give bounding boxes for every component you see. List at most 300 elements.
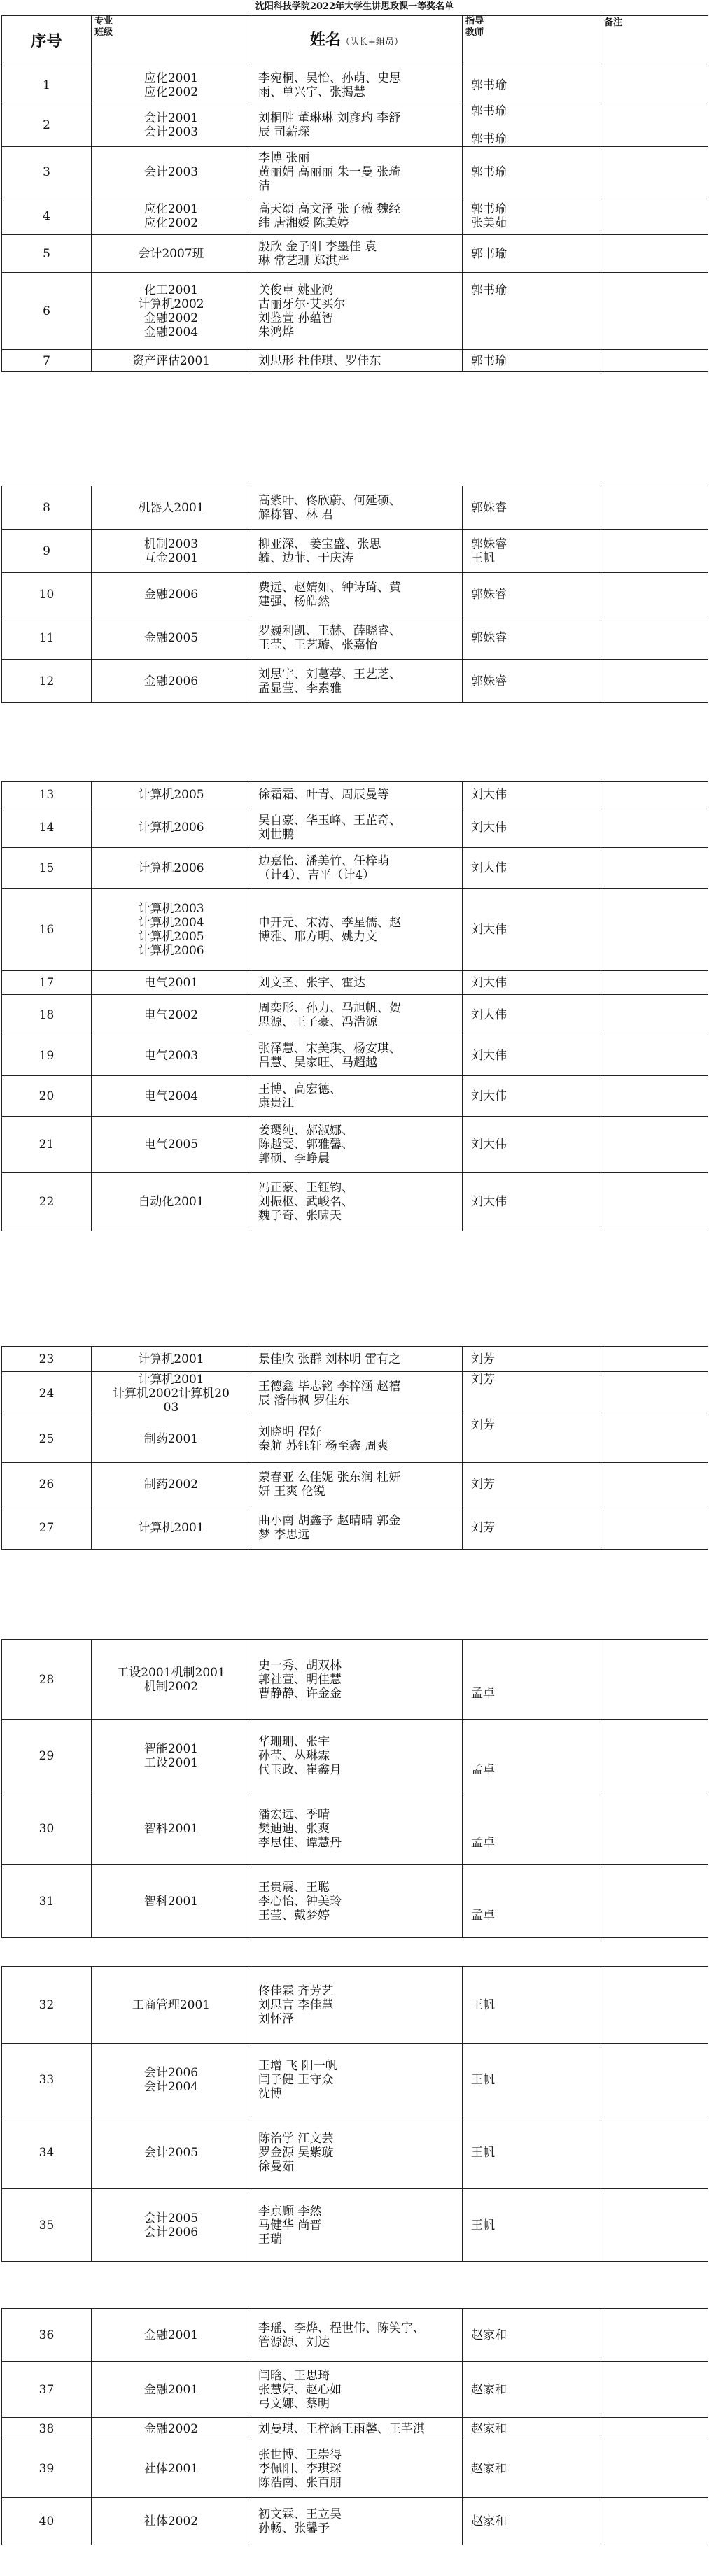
major-class [92, 2189, 251, 2262]
major-class [92, 235, 251, 273]
major-class-line: 电气2003 [143, 1048, 199, 1063]
team-names-line: 张世博、王崇得 [258, 2447, 342, 2462]
advisor-line: 刘大伟 [471, 1194, 507, 1209]
team-names-line: 王博、高宏德、 [258, 1082, 342, 1096]
row-number: 33 [2, 2044, 92, 2116]
major-class [92, 2440, 251, 2498]
header-table [1, 15, 708, 66]
advisor [463, 1076, 601, 1117]
major-class-line: 智能2001 [143, 1741, 199, 1756]
team-names [251, 104, 463, 147]
note-cell [601, 1640, 708, 1720]
header-teacher-line: 指导 [465, 16, 484, 27]
team-names-line: 张泽慧、宋美琪、杨安琪、 [258, 1041, 401, 1056]
major-class [92, 660, 251, 703]
row-number: 20 [2, 1076, 92, 1117]
major-class-line: 计算机2001 [138, 1520, 204, 1535]
advisor-line: 刘大伟 [471, 787, 507, 802]
major-class-line: 工商管理2001 [132, 1997, 211, 2012]
note-cell [601, 1035, 708, 1076]
advisor-line: 王帆 [471, 2145, 495, 2160]
table-row [2, 848, 708, 889]
row-number: 36 [2, 2309, 92, 2362]
team-names-line: 闫子健 王守众 [258, 2072, 334, 2087]
table-row [2, 1347, 708, 1372]
row-number: 26 [2, 1463, 92, 1506]
advisor-line: 刘大伟 [471, 820, 507, 835]
note-cell [601, 350, 708, 372]
team-names [251, 530, 463, 573]
team-names-line: 李博 张丽 [258, 150, 310, 165]
note-cell [601, 2309, 708, 2362]
team-names [251, 1347, 463, 1372]
advisor [463, 1117, 601, 1173]
major-class-line: 社体2002 [143, 2514, 199, 2528]
team-names-line: 吕慧、吴家旺、马超越 [258, 1055, 377, 1070]
advisor [463, 1035, 601, 1076]
team-names-line: 琳 常艺珊 郑淇严 [258, 253, 349, 268]
major-class-line: 计算机2002 [138, 297, 204, 311]
row-number: 27 [2, 1506, 92, 1550]
major-class [92, 1076, 251, 1117]
major-class-line [94, 1418, 248, 1432]
major-class-line: 会计2006 [143, 2225, 199, 2239]
team-names [251, 807, 463, 848]
advisor-line [471, 1387, 598, 1401]
note-cell [601, 2440, 708, 2498]
advisor-line: 孟卓 [471, 1762, 495, 1777]
table-row [2, 782, 708, 807]
advisor-line: 郭姝睿 [471, 674, 507, 688]
note-cell [601, 2044, 708, 2116]
team-names [251, 1117, 463, 1173]
advisor-line [471, 1401, 598, 1415]
row-number: 13 [2, 782, 92, 807]
team-names [251, 1640, 463, 1720]
major-class [92, 1415, 251, 1463]
team-names [251, 1865, 463, 1938]
team-names-line: 李瑶、李烨、程世伟、陈笑宇、 [258, 2321, 425, 2335]
advisor-line: 刘大伟 [471, 1137, 507, 1152]
team-names-line: 高紫叶、佟欣蔚、何延硕、 [258, 493, 401, 508]
note-cell [601, 2418, 708, 2440]
table-row [2, 273, 708, 350]
header-row [2, 16, 708, 66]
major-class-line: 金融2002 [143, 311, 199, 325]
major-class [92, 616, 251, 660]
note-cell [601, 235, 708, 273]
note-cell [601, 848, 708, 889]
table-row [2, 2362, 708, 2418]
major-class [92, 782, 251, 807]
major-class-line: 应化2001 [143, 201, 199, 216]
team-names [251, 2418, 463, 2440]
row-number: 3 [2, 147, 92, 197]
advisor [463, 2309, 601, 2362]
major-class-line: 自动化2001 [138, 1194, 204, 1209]
team-names-line: 雨、单兴宇、张揭慧 [258, 85, 365, 99]
table-row [2, 616, 708, 660]
major-class [92, 350, 251, 372]
table-row [2, 1640, 708, 1720]
note-cell [601, 1865, 708, 1938]
team-names-line: 刘思宇、刘蔓葶、王艺芝、 [258, 667, 401, 681]
note-cell [601, 1967, 708, 2044]
advisor [463, 1865, 601, 1938]
table-row [2, 197, 708, 235]
major-class-line: 应化2002 [143, 85, 199, 99]
note-cell [601, 2498, 708, 2545]
advisor-line [471, 1895, 598, 1909]
advisor [463, 273, 601, 350]
advisor-line: 郭书瑜 [471, 164, 507, 179]
roster-table [1, 1346, 708, 1550]
row-number: 9 [2, 530, 92, 573]
team-names-line: 李宛桐、吴怡、孙萌、史思 [258, 71, 401, 85]
team-names-line: 刘思言 李佳慧 [258, 1997, 334, 2012]
title-text: 沈阳科技学院2022年大学生讲思政课一等奖名单 [255, 1, 454, 12]
team-names-line: 管源源、刘达 [258, 2335, 330, 2349]
advisor-line: 刘大伟 [471, 1048, 507, 1063]
row-number: 29 [2, 1720, 92, 1792]
advisor [463, 2116, 601, 2189]
major-class-line: 互金2001 [143, 551, 199, 565]
team-names-line: 樊迪迪、张爽 [258, 1821, 330, 1836]
advisor [463, 1967, 601, 2044]
team-names-line: 潘宏远、季晴 [258, 1807, 330, 1822]
note-cell [601, 1372, 708, 1415]
advisor-line: 郭书瑜 [471, 78, 507, 92]
note-cell [601, 1415, 708, 1463]
advisor-line: 刘芳 [471, 1372, 495, 1387]
team-names-line: 妍 王爽 伦锐 [258, 1484, 325, 1499]
major-class-line: 计算机2006 [138, 861, 204, 875]
advisor [463, 660, 601, 703]
table-row [2, 486, 708, 530]
team-names-line: 孙莹、丛琳霖 [258, 1748, 330, 1763]
major-class [92, 147, 251, 197]
table-row [2, 971, 708, 995]
team-names-line: 边嘉怡、潘美竹、任梓萌 [258, 854, 389, 868]
major-class-line: 计算机2001 [138, 1372, 204, 1387]
major-class-line: 计算机2006 [138, 820, 204, 835]
advisor-line: 王帆 [471, 2072, 495, 2087]
major-class-line: 制药2002 [143, 1477, 199, 1492]
team-names-line: 李心怡、钟美玲 [258, 1894, 342, 1909]
major-class [92, 889, 251, 971]
note-cell [601, 1117, 708, 1173]
table-row [2, 1076, 708, 1117]
row-number: 8 [2, 486, 92, 530]
advisor-line: 郭姝睿 [471, 587, 507, 602]
team-names-line: 费远、赵婧如、钟诗琦、黄 [258, 580, 401, 595]
row-number: 38 [2, 2418, 92, 2440]
team-names-line: 沈博 [258, 2086, 282, 2101]
major-class [92, 573, 251, 616]
advisor [463, 2362, 601, 2418]
team-names-line: 弓文娜、蔡明 [258, 2396, 330, 2411]
team-names [251, 1720, 463, 1792]
roster-table [1, 1639, 708, 1938]
row-number: 11 [2, 616, 92, 660]
team-names [251, 616, 463, 660]
page-title [0, 1, 709, 13]
table-row [2, 350, 708, 372]
major-class-line: 03 [163, 1400, 179, 1415]
team-names [251, 971, 463, 995]
row-number: 5 [2, 235, 92, 273]
team-names-line: 徐曼茹 [258, 2159, 294, 2174]
major-class [92, 1640, 251, 1720]
team-names-line: 刘思形 杜佳琪、罗佳东 [258, 353, 381, 368]
table-row [2, 2418, 708, 2440]
header-names [251, 16, 463, 66]
team-names [251, 273, 463, 350]
advisor-line [471, 297, 598, 311]
team-names-line: 高天颂 高文泽 张子薇 魏经 [258, 201, 401, 216]
advisor-line: 郭姝睿 [471, 537, 507, 551]
table-row [2, 2309, 708, 2362]
row-number: 6 [2, 273, 92, 350]
row-number: 39 [2, 2440, 92, 2498]
advisor-line [471, 1446, 598, 1460]
major-class-line: 计算机2005 [138, 929, 204, 944]
advisor [463, 235, 601, 273]
advisor [463, 1792, 601, 1865]
advisor-line: 赵家和 [471, 2421, 507, 2436]
advisor-line: 刘芳 [471, 1520, 495, 1535]
table-row [2, 147, 708, 197]
advisor [463, 782, 601, 807]
advisor [463, 1173, 601, 1231]
roster-table [1, 781, 708, 1231]
major-class-line: 计算机2006 [138, 943, 204, 958]
advisor-line [471, 325, 598, 339]
note-cell [601, 573, 708, 616]
team-names-line: 孟显莹、李素雅 [258, 681, 342, 695]
team-names-line: 代玉政、崔鑫月 [258, 1762, 342, 1777]
advisor-line: 刘大伟 [471, 922, 507, 937]
team-names [251, 1967, 463, 2044]
team-names-line: 陈越雯、郭雅馨、 [258, 1137, 353, 1152]
major-class-line: 计算机2003 [138, 901, 204, 916]
row-number: 32 [2, 1967, 92, 2044]
major-class-line: 电气2004 [143, 1089, 199, 1103]
team-names [251, 1506, 463, 1550]
note-cell [601, 971, 708, 995]
advisor-line: 孟卓 [471, 1908, 495, 1923]
team-names [251, 2044, 463, 2116]
note-cell [601, 1076, 708, 1117]
team-names-line: 古丽牙尔·艾买尔 [258, 297, 346, 311]
major-class-line: 制药2001 [143, 1431, 199, 1446]
advisor [463, 197, 601, 235]
major-class [92, 530, 251, 573]
advisor [463, 848, 601, 889]
team-names-line: 刘怀泽 [258, 2011, 294, 2026]
advisor-line: 郭书瑜 [471, 283, 507, 297]
advisor-line: 王帆 [471, 2218, 495, 2232]
major-class-line: 金融2006 [143, 674, 199, 688]
team-names-line: 梦 李思远 [258, 1527, 310, 1542]
note-cell [601, 1506, 708, 1550]
major-class-line: 机制2003 [143, 537, 199, 551]
row-number: 30 [2, 1792, 92, 1865]
team-names-line: 蒙春亚 么佳妮 张东润 杜妍 [258, 1470, 401, 1485]
major-class [92, 104, 251, 147]
row-number: 21 [2, 1117, 92, 1173]
major-class [92, 66, 251, 104]
table-row [2, 807, 708, 848]
row-number: 24 [2, 1372, 92, 1415]
team-names [251, 350, 463, 372]
major-class [92, 807, 251, 848]
team-names-line: 王贵震、王聪 [258, 1880, 330, 1895]
note-cell [601, 197, 708, 235]
major-class-line: 电气2005 [143, 1137, 199, 1152]
team-names-line: 吴自豪、华玉峰、王芷奇、 [258, 813, 401, 828]
advisor [463, 1372, 601, 1415]
major-class-line: 金融2001 [143, 2328, 199, 2342]
team-names-line: 刘文圣、张宇、霍达 [258, 975, 365, 990]
major-class-line: 金融2001 [143, 2382, 199, 2397]
advisor [463, 486, 601, 530]
note-cell [601, 147, 708, 197]
row-number: 4 [2, 197, 92, 235]
major-class [92, 2418, 251, 2440]
team-names-line: 毓、边菲、于庆涛 [258, 551, 353, 565]
table-row [2, 1035, 708, 1076]
row-number: 2 [2, 104, 92, 147]
note-cell [601, 1347, 708, 1372]
table-row [2, 889, 708, 971]
major-class-line: 会计2004 [143, 2079, 199, 2094]
major-class [92, 1792, 251, 1865]
major-class [92, 197, 251, 235]
team-names-line: 周奕彤、孙力、马旭帆、贺 [258, 1000, 401, 1015]
note-cell [601, 616, 708, 660]
team-names-line: 纬 唐湘媛 陈美婷 [258, 215, 349, 230]
major-class [92, 2362, 251, 2418]
major-class [92, 1117, 251, 1173]
team-names-line: 申开元、宋涛、李星儒、赵 [258, 915, 401, 930]
team-names-line: 郭祉萱、明佳慧 [258, 1672, 342, 1687]
team-names [251, 197, 463, 235]
advisor-line: 刘芳 [471, 1352, 495, 1366]
major-class-line: 计算机2004 [138, 915, 204, 930]
major-class-line: 会计2005 [143, 2145, 199, 2160]
advisor-line: 郭书瑜 [471, 201, 507, 216]
roster-table [1, 1966, 708, 2262]
row-number: 23 [2, 1347, 92, 1372]
advisor-line: 刘芳 [471, 1477, 495, 1492]
note-cell [601, 889, 708, 971]
major-class [92, 1967, 251, 2044]
advisor-line [471, 1881, 598, 1895]
major-class-line: 电气2001 [143, 975, 199, 990]
team-names-line: 黄丽娟 高丽丽 朱一曼 张琦 [258, 164, 401, 179]
team-names-line: 刘鉴萱 孙蕴智 [258, 311, 334, 325]
advisor [463, 1720, 601, 1792]
advisor [463, 971, 601, 995]
table-row [2, 2440, 708, 2498]
team-names-line: 李京顾 李然 [258, 2204, 322, 2218]
major-class [92, 1035, 251, 1076]
major-class-line: 智科2001 [143, 1894, 199, 1909]
major-class [92, 1347, 251, 1372]
team-names-line: 陈治学 江文芸 [258, 2131, 334, 2146]
roster-table [1, 2308, 708, 2545]
table-row [2, 2116, 708, 2189]
team-names-line: 史一秀、胡双林 [258, 1658, 342, 1673]
major-class [92, 273, 251, 350]
major-class-line: 会计2003 [143, 164, 199, 179]
team-names-line: 曹静静、许金金 [258, 1686, 342, 1701]
major-class [92, 995, 251, 1035]
note-cell [601, 2362, 708, 2418]
team-names-line: 姜璎纯、郝淑娜、 [258, 1123, 353, 1138]
row-number: 14 [2, 807, 92, 848]
team-names-line: （计4）、吉平（计4） [258, 868, 375, 882]
major-class-line: 应化2002 [143, 215, 199, 230]
team-names-line: 刘振枢、武峻名、 [258, 1194, 353, 1209]
team-names-line: 魏子奇、张啸天 [258, 1208, 342, 1223]
team-names [251, 848, 463, 889]
row-number: 15 [2, 848, 92, 889]
major-class-line: 金融2006 [143, 587, 199, 602]
table-row [2, 2498, 708, 2545]
note-cell [601, 66, 708, 104]
major-class-line [94, 179, 248, 193]
team-names [251, 2309, 463, 2362]
advisor [463, 1463, 601, 1506]
team-names [251, 2440, 463, 2498]
team-names-line: 郭硕、李峥晨 [258, 1151, 330, 1166]
row-number: 25 [2, 1415, 92, 1463]
major-class [92, 1506, 251, 1550]
team-names-line: 辰 司薪琛 [258, 125, 310, 139]
header-major-line: 专业 [94, 16, 113, 27]
note-cell [601, 1463, 708, 1506]
note-cell [601, 104, 708, 147]
header-no: 序号 [2, 16, 92, 66]
advisor [463, 2044, 601, 2116]
team-names-line: 李佩阳、李琪琛 [258, 2461, 342, 2476]
major-class [92, 486, 251, 530]
header-major [92, 16, 251, 66]
team-names-line: 景佳欣 张群 刘林明 雷有之 [258, 1352, 401, 1366]
advisor [463, 147, 601, 197]
note-cell [601, 486, 708, 530]
major-class-line: 会计2005 [143, 2211, 199, 2225]
major-class-line: 会计2006 [143, 2065, 199, 2080]
team-names-line: 殷欣 金子阳 李墨佳 袁 [258, 239, 377, 254]
note-cell [601, 995, 708, 1035]
team-names [251, 1463, 463, 1506]
table-row [2, 1415, 708, 1463]
major-class-line: 计算机2002计算机20 [113, 1386, 230, 1401]
team-names-line: 洁 [258, 178, 270, 193]
major-class [92, 2498, 251, 2545]
advisor-line: 赵家和 [471, 2328, 507, 2342]
note-cell [601, 2189, 708, 2262]
team-names [251, 573, 463, 616]
team-names-line: 朱鸿烨 [258, 325, 294, 339]
major-class [92, 848, 251, 889]
advisor-line: 王帆 [471, 551, 495, 565]
advisor [463, 2440, 601, 2498]
major-class-line: 工设2001 [143, 1755, 199, 1770]
